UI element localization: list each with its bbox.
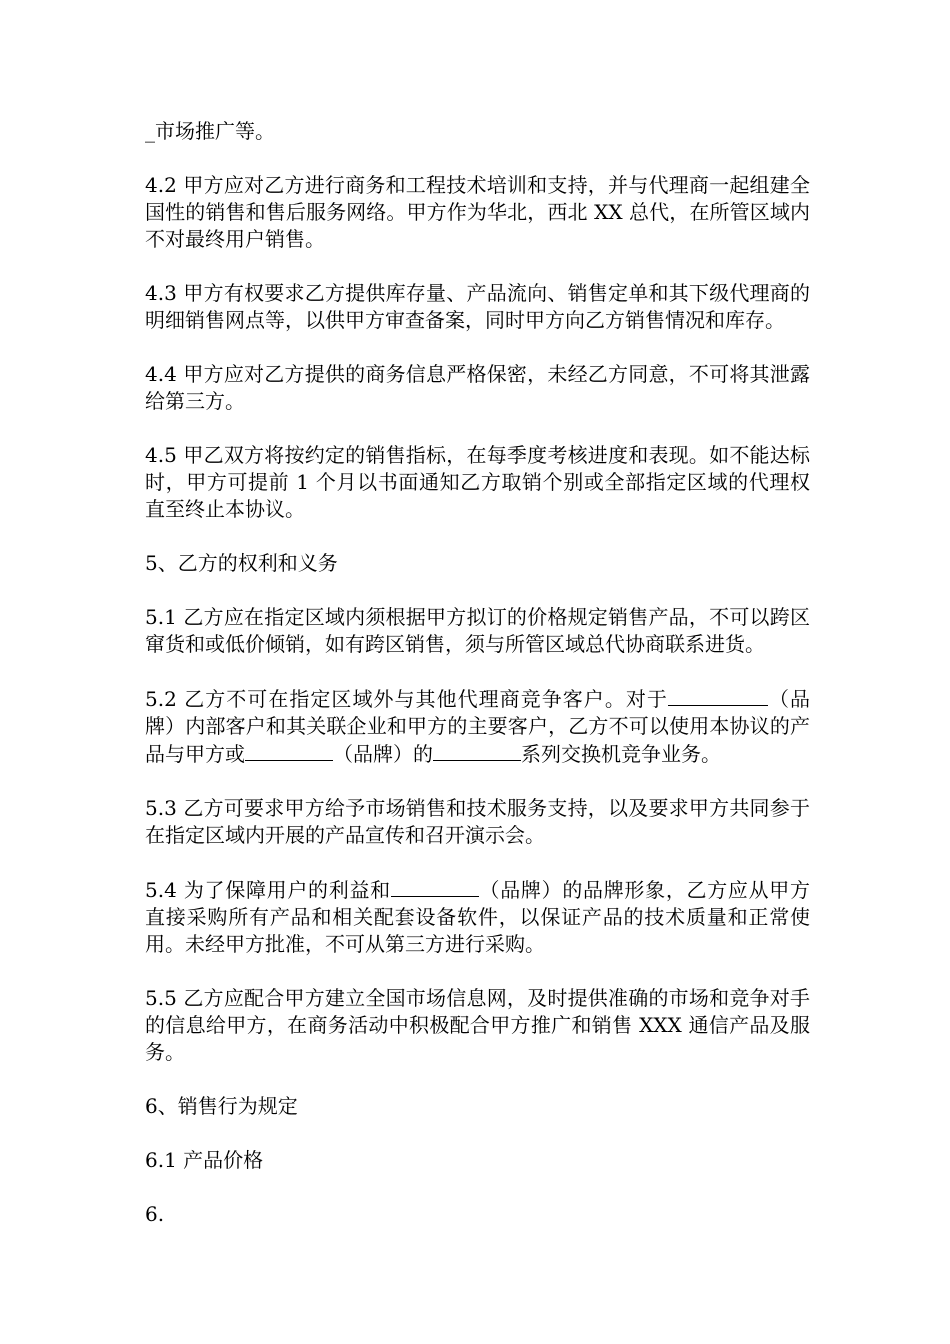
paragraph-5-4 xyxy=(145,876,810,958)
blank-brand-field-3[interactable] xyxy=(391,876,479,897)
paragraph-5-1: 5.1 乙方应在指定区域内须根据甲方拟订的价格规定销售产品，不可以跨区窜货和或低价倾销，如有跨区销售，须与所管区域总代协商联系进货。 xyxy=(145,605,810,656)
paragraph-5-2-part2: （品牌）内部客户和其关联企业和甲方的主要客户，乙方不可以使用本协议的产品与甲方或 xyxy=(145,687,811,766)
blank-series-field[interactable] xyxy=(433,740,521,761)
paragraph-4-2: 4.2 甲方应对乙方进行商务和工程技术培训和支持，并与代理商一起组建全国性的销售和售后服务网络。甲方作为华北，西北 XX 总代，在所管区域内不对最终用户销售。 xyxy=(145,173,810,251)
paragraph-5-2-part3: （品牌）的 xyxy=(333,742,433,766)
paragraph-5-2-part4: 系列交换机竞争业务。 xyxy=(521,742,721,766)
paragraph-4-4: 4.4 甲方应对乙方提供的商务信息严格保密，未经乙方同意，不可将其泄露给第三方。 xyxy=(145,362,810,413)
paragraph-5-4-part2: （品牌）的品牌形象，乙方应从甲方直接采购所有产品和相关配套设备软件，以保证产品的技术质量和正常使用。未经甲方批准，不可从第三方进行采购。 xyxy=(145,878,811,956)
paragraph-4-3: 4.3 甲方有权要求乙方提供库存量、产品流向、销售定单和其下级代理商的明细销售网点等，以供甲方审查备案，同时甲方向乙方销售情况和库存。 xyxy=(145,281,810,332)
paragraph-4-5: 4.5 甲乙双方将按约定的销售指标，在每季度考核进度和表现。如不能达标时，甲方可提前 1 个月以书面通知乙方取销个别或全部指定区域的代理权直至终止本协议。 xyxy=(145,443,810,521)
paragraph-6-fragment: 6. xyxy=(145,1202,165,1226)
blank-brand-field-2[interactable] xyxy=(245,740,333,761)
paragraph-5-2-part1: 5.2 乙方不可在指定区域外与其他代理商竞争客户。对于 xyxy=(145,687,668,711)
section-heading-6: 6、销售行为规定 xyxy=(145,1094,298,1118)
paragraph-5-4-part1: 5.4 为了保障用户的利益和 xyxy=(145,878,391,902)
blank-brand-field-1[interactable] xyxy=(668,685,768,706)
paragraph-5-2 xyxy=(145,685,810,768)
paragraph-5-5: 5.5 乙方应配合甲方建立全国市场信息网，及时提供准确的市场和竞争对手的信息给甲方，在商务活动中积极配合甲方推广和销售 XXX 通信产品及服务。 xyxy=(145,986,810,1064)
paragraph-5-3: 5.3 乙方可要求甲方给予市场销售和技术服务支持，以及要求甲方共同参于在指定区域内开展的产品宣传和召开演示会。 xyxy=(145,796,810,847)
section-heading-5: 5、乙方的权利和义务 xyxy=(145,551,338,575)
subheading-6-1: 6.1 产品价格 xyxy=(145,1148,264,1172)
document-body xyxy=(145,118,810,1255)
paragraph-market-promotion: _市场推广等。 xyxy=(145,119,275,143)
